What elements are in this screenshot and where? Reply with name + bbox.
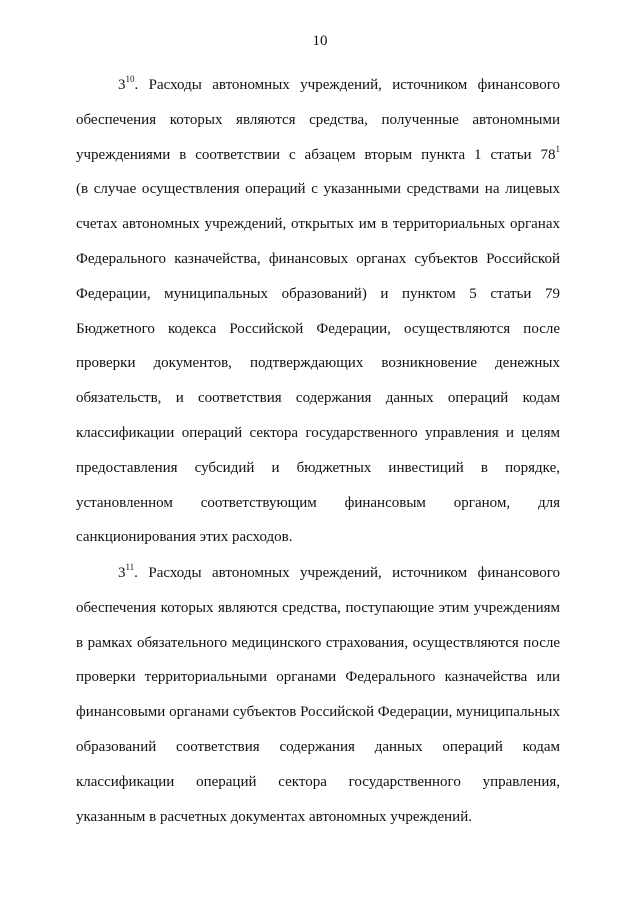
paragraph-line (76, 68, 560, 103)
paragraph-line: счетах автономных учреждений, открытых им в территориальных органах (76, 216, 560, 233)
paragraph-line: Федерации, муниципальных образований) и пунктом 5 статьи 79 (76, 285, 560, 302)
paragraph-line: проверки документов, подтверждающих возникновение денежных (76, 355, 560, 372)
paragraph-line: санкционирования этих расходов. (76, 529, 293, 546)
line-text: учреждениями в соответствии с абзацем вторым пункта 1 статьи 78 (76, 146, 556, 163)
paragraph-section-3-11 (76, 556, 560, 834)
paragraph-line: предоставления субсидий и бюджетных инвестиций в порядке, (76, 459, 560, 476)
paragraph-line: (в случае осуществления операций с указанными средствами на лицевых (76, 181, 560, 198)
section-number: 3 (118, 565, 126, 581)
line-text: . Расходы автономных учреждений, источником финансового (134, 565, 560, 581)
paragraph-line: Бюджетного кодекса Российской Федерации, осуществляются после (76, 320, 560, 337)
paragraph-line (76, 556, 560, 591)
paragraph-line: обязательств, и соответствия содержания данных операций кодам (76, 390, 560, 407)
paragraph-line: установленном соответствующим финансовым органом, для (76, 494, 560, 511)
article-superscript: 1 (555, 143, 560, 154)
paragraph-line: обеспечения которых являются средства, полученные автономными (76, 111, 560, 128)
page-number: 10 (312, 33, 328, 49)
paragraph-line: образований соответствия содержания данных операций кодам (76, 738, 560, 755)
paragraph-line: финансовыми органами субъектов Российской Федерации, муниципальных (76, 704, 560, 721)
paragraph-line: Федерального казначейства, финансовых органах субъектов Российской (76, 250, 560, 267)
section-number: 3 (118, 77, 126, 93)
paragraph-section-3-10 (76, 68, 560, 555)
paragraph-line: проверки территориальными органами Федерального казначейства или (76, 669, 560, 686)
paragraph-line: классификации операций сектора государственного управления, (76, 773, 560, 790)
section-superscript: 10 (125, 74, 135, 84)
paragraph-line: в рамках обязательного медицинского страхования, осуществляются после (76, 634, 560, 651)
paragraph-line: указанным в расчетных документах автономных учреждений. (76, 808, 472, 825)
paragraph-line (76, 138, 560, 173)
paragraph-line: обеспечения которых являются средства, поступающие этим учреждениям (76, 599, 560, 616)
paragraph-line: классификации операций сектора государственного управления и целям (76, 424, 560, 441)
line-text: . Расходы автономных учреждений, источником финансового (134, 77, 560, 93)
section-superscript: 11 (125, 562, 135, 572)
